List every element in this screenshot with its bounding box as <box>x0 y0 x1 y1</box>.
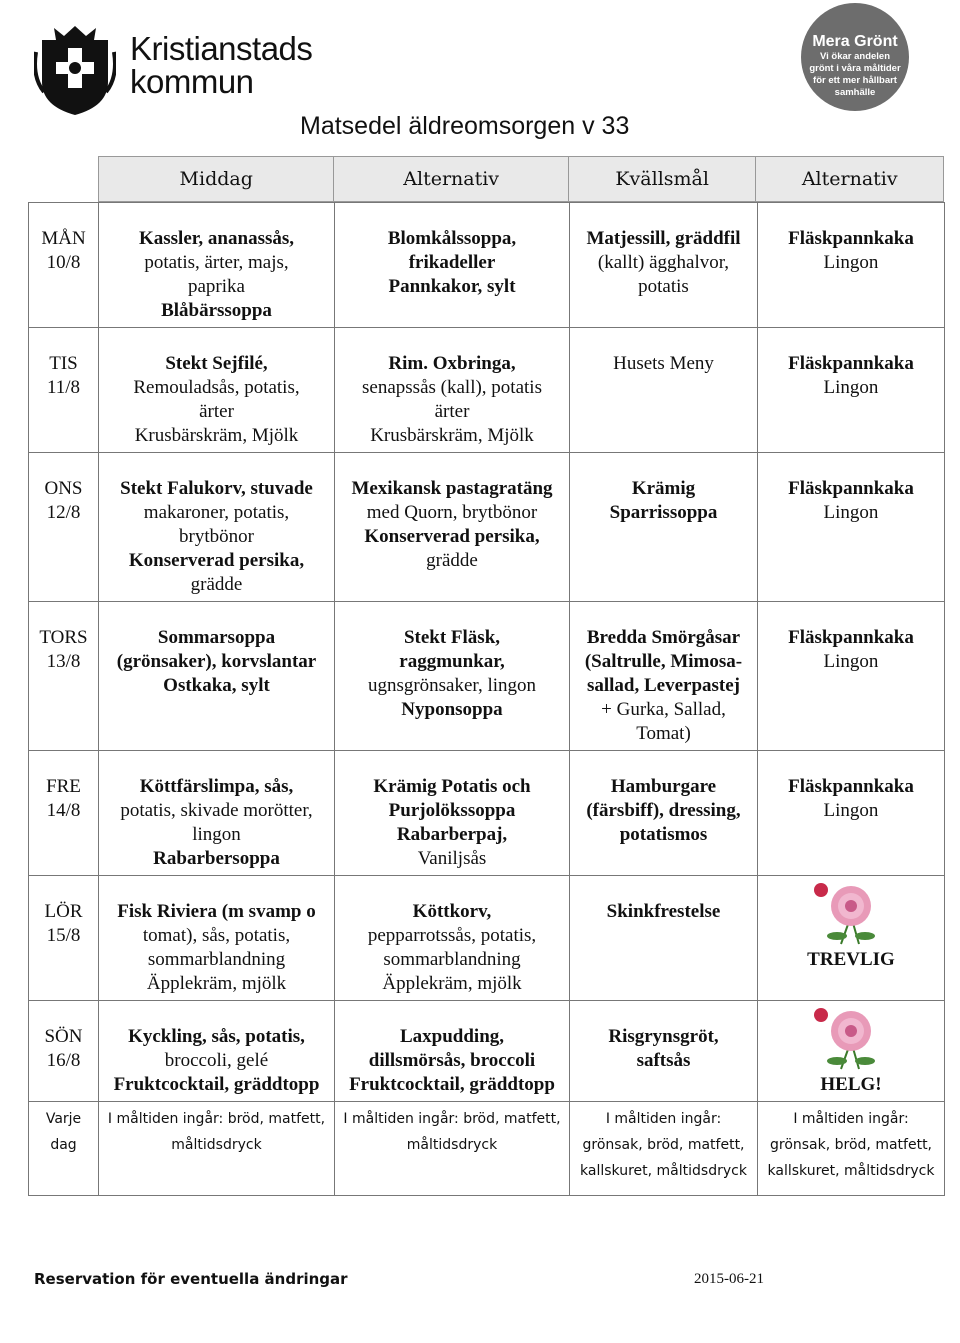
day-date: 15/8 <box>46 925 81 946</box>
day-date: 14/8 <box>46 800 81 821</box>
menu-cell <box>570 751 758 876</box>
menu-line: sallad, Leverpastej <box>586 675 741 696</box>
menu-date: 2015-06-21 <box>694 1271 764 1287</box>
menu-line: Rabarbersoppa <box>153 848 280 869</box>
menu-cell <box>758 453 945 602</box>
menu-line: Lingon <box>823 800 879 821</box>
menu-line: Mexikansk pastagratäng <box>351 478 553 499</box>
day-name: MÅN <box>41 228 86 249</box>
day-label <box>29 328 99 453</box>
menu-line: Husets Meny <box>613 353 714 374</box>
day-label <box>29 751 99 876</box>
day-date: 13/8 <box>46 651 81 672</box>
menu-line: Lingon <box>823 502 879 523</box>
menu-line: Fläskpannkaka <box>788 228 914 249</box>
menu-cell <box>570 203 758 328</box>
menu-line: Risgrynsgröt, <box>608 1026 719 1047</box>
menu-cell <box>335 751 570 876</box>
menu-cell <box>335 1001 570 1102</box>
menu-line: dillsmörsås, broccoli <box>368 1050 536 1071</box>
menu-line: Tomat) <box>636 723 691 744</box>
included-note: I måltiden ingår: grönsak, bröd, matfett, kallskuret, måltidsdryck <box>570 1102 758 1196</box>
menu-cell <box>99 328 335 453</box>
menu-line: (grönsaker), korvslantar <box>116 651 317 672</box>
menu-line: Konserverad persika, <box>128 550 305 571</box>
day-label <box>29 876 99 1001</box>
menu-line: Fläskpannkaka <box>788 627 914 648</box>
every-day-row <box>29 1102 945 1196</box>
day-label <box>29 602 99 751</box>
menu-line: Skinkfrestelse <box>606 901 721 922</box>
menu-cell <box>570 1001 758 1102</box>
menu-line: Remouladsås, potatis, <box>133 377 300 398</box>
logo-line2: kommun <box>130 63 254 100</box>
menu-line: Rabarberpaj, <box>396 824 508 845</box>
menu-line: Fruktcocktail, gräddtopp <box>113 1074 320 1095</box>
menu-cell <box>570 876 758 1001</box>
menu-line: ugnsgrönsaker, lingon <box>367 675 537 696</box>
day-label <box>29 203 99 328</box>
menu-line: Fläskpannkaka <box>788 353 914 374</box>
menu-cell <box>758 751 945 876</box>
day-name: SÖN <box>44 1026 83 1047</box>
day-name: TIS <box>49 353 78 374</box>
menu-line: Sommarsoppa <box>157 627 276 648</box>
menu-line: paprika <box>188 276 245 297</box>
day-row <box>29 328 945 453</box>
menu-line: raggmunkar, <box>399 651 505 672</box>
menu-line: Lingon <box>823 651 879 672</box>
menu-cell <box>99 1001 335 1102</box>
menu-line: grädde <box>426 550 478 571</box>
day-label <box>29 1001 99 1102</box>
menu-line: Konserverad persika, <box>364 526 540 547</box>
page-title: Matsedel äldreomsorgen v 33 <box>300 112 630 140</box>
menu-line: Vaniljsås <box>417 848 487 869</box>
menu-line: + Gurka, Sallad, <box>601 699 726 720</box>
menu-line: potatis <box>638 276 689 297</box>
column-header: Kvällsmål <box>569 157 757 201</box>
day-date: 12/8 <box>46 502 81 523</box>
menu-line: potatis, ärter, majs, <box>144 252 289 273</box>
menu-line: frikadeller <box>408 252 496 273</box>
coat-of-arms-icon <box>34 22 116 117</box>
menu-cell <box>758 876 945 1001</box>
menu-cell <box>335 602 570 751</box>
menu-cell <box>99 876 335 1001</box>
menu-cell <box>99 602 335 751</box>
municipality-name <box>130 32 312 98</box>
column-header-row <box>98 156 944 202</box>
greeting-text: TREVLIG <box>807 949 895 970</box>
menu-cell <box>570 328 758 453</box>
menu-cell <box>335 203 570 328</box>
menu-line: Fisk Riviera (m svamp o <box>117 901 316 922</box>
menu-line: sommarblandning <box>383 949 521 970</box>
day-row <box>29 453 945 602</box>
menu-line: potatismos <box>619 824 708 845</box>
menu-line: (kallt) ägghalvor, <box>597 252 730 273</box>
menu-line: Hamburgare <box>610 776 717 797</box>
day-label <box>29 453 99 602</box>
menu-line: Stekt Sejfilé, <box>165 353 268 374</box>
menu-cell <box>758 328 945 453</box>
menu-line: Krusbärskräm, Mjölk <box>370 425 534 446</box>
greeting-text: HELG! <box>820 1074 882 1095</box>
menu-line: Köttfärslimpa, sås, <box>139 776 294 797</box>
day-row <box>29 1001 945 1102</box>
menu-line: Purjolökssoppa <box>388 800 516 821</box>
day-date: 16/8 <box>46 1050 81 1071</box>
menu-line: pepparrotssås, potatis, <box>367 925 537 946</box>
menu-line: sommarblandning <box>147 949 286 970</box>
menu-line: potatis, skivade morötter, <box>120 800 313 821</box>
menu-line: Lingon <box>823 252 879 273</box>
day-date: 11/8 <box>46 377 81 398</box>
menu-line: Blomkålssoppa, <box>387 228 517 249</box>
menu-line: Sparrissoppa <box>609 502 718 523</box>
day-date: 10/8 <box>46 252 81 273</box>
menu-line: ärter <box>199 401 234 422</box>
included-note: I måltiden ingår: bröd, matfett, måltidsdryck <box>99 1102 335 1196</box>
menu-cell <box>570 453 758 602</box>
day-name: FRE <box>46 776 81 797</box>
menu-line: ärter <box>434 401 470 422</box>
day-row <box>29 876 945 1001</box>
included-note: I måltiden ingår: grönsak, bröd, matfett, kallskuret, måltidsdryck <box>758 1102 945 1196</box>
menu-line: Laxpudding, <box>399 1026 505 1047</box>
menu-cell <box>758 203 945 328</box>
included-note: I måltiden ingår: bröd, matfett, måltidsdryck <box>335 1102 570 1196</box>
menu-line: (Saltrulle, Mimosa- <box>584 651 743 672</box>
menu-line: Rim. Oxbringa, <box>388 353 516 374</box>
day-name: TORS <box>39 627 88 648</box>
menu-line: Krusbärskräm, Mjölk <box>134 425 299 446</box>
logo-line1: Kristianstads <box>130 30 313 67</box>
menu-line: Nyponsoppa <box>401 699 503 720</box>
menu-line: brytbönor <box>179 526 254 547</box>
menu-line: Krämig Potatis och <box>373 776 531 797</box>
menu-line: Stekt Falukorv, stuvade <box>120 478 313 499</box>
menu-line: Äpplekräm, mjölk <box>146 973 287 994</box>
column-header: Alternativ <box>334 157 568 201</box>
menu-cell <box>99 203 335 328</box>
menu-cell <box>335 876 570 1001</box>
menu-line: senapssås (kall), potatis <box>362 377 542 398</box>
day-name: ONS <box>44 478 83 499</box>
mera-gront-badge <box>801 3 909 111</box>
menu-line: grädde <box>190 574 243 595</box>
menu-line: Fläskpannkaka <box>788 776 914 797</box>
kristianstad-logo <box>34 22 334 117</box>
menu-line: Bredda Smörgåsar <box>586 627 741 648</box>
menu-cell <box>335 328 570 453</box>
badge-text: Vi ökar andelen grönt i våra måltider för ett mer hållbart samhälle <box>809 51 901 98</box>
menu-line: makaroner, potatis, <box>143 502 290 523</box>
menu-line: lingon <box>192 824 241 845</box>
reservation-note: Reservation för eventuella ändringar <box>34 1270 348 1288</box>
menu-cell <box>99 751 335 876</box>
menu-line: Krämig <box>631 478 696 499</box>
menu-line: Ostkaka, sylt <box>163 675 270 696</box>
menu-line: Kyckling, sås, potatis, <box>128 1026 305 1047</box>
menu-line: (färsbiff), dressing, <box>586 800 741 821</box>
column-header: Alternativ <box>801 168 898 190</box>
menu-table <box>28 202 945 1196</box>
badge-title: Mera Grönt <box>812 33 898 50</box>
menu-line: Fläskpannkaka <box>788 478 914 499</box>
menu-line: Fruktcocktail, gräddtopp <box>349 1074 555 1095</box>
day-row <box>29 203 945 328</box>
menu-cell <box>758 602 945 751</box>
day-name: LÖR <box>44 901 83 922</box>
flower-icon <box>811 1003 891 1073</box>
menu-line: Lingon <box>823 377 879 398</box>
menu-cell <box>570 602 758 751</box>
menu-cell <box>335 453 570 602</box>
menu-line: Stekt Fläsk, <box>403 627 501 648</box>
day-row <box>29 602 945 751</box>
every-day-label <box>29 1102 99 1196</box>
menu-line: Pannkakor, sylt <box>388 276 516 297</box>
menu-line: saftsås <box>636 1050 691 1071</box>
menu-line: broccoli, gelé <box>164 1050 269 1071</box>
menu-line: Äpplekräm, mjölk <box>382 973 522 994</box>
every-label: Varje <box>45 1111 82 1127</box>
column-header: Middag <box>99 157 334 201</box>
menu-line: Kassler, ananassås, <box>138 228 295 249</box>
menu-line: med Quorn, brytbönor <box>366 502 538 523</box>
menu-line: Matjessill, gräddfil <box>586 228 741 249</box>
flower-icon <box>811 878 891 948</box>
day-row <box>29 751 945 876</box>
day-word: dag <box>50 1137 77 1153</box>
menu-line: tomat), sås, potatis, <box>142 925 291 946</box>
menu-line: Blåbärssoppa <box>161 300 272 321</box>
menu-line: Köttkorv, <box>412 901 492 922</box>
menu-cell <box>99 453 335 602</box>
menu-cell <box>758 1001 945 1102</box>
